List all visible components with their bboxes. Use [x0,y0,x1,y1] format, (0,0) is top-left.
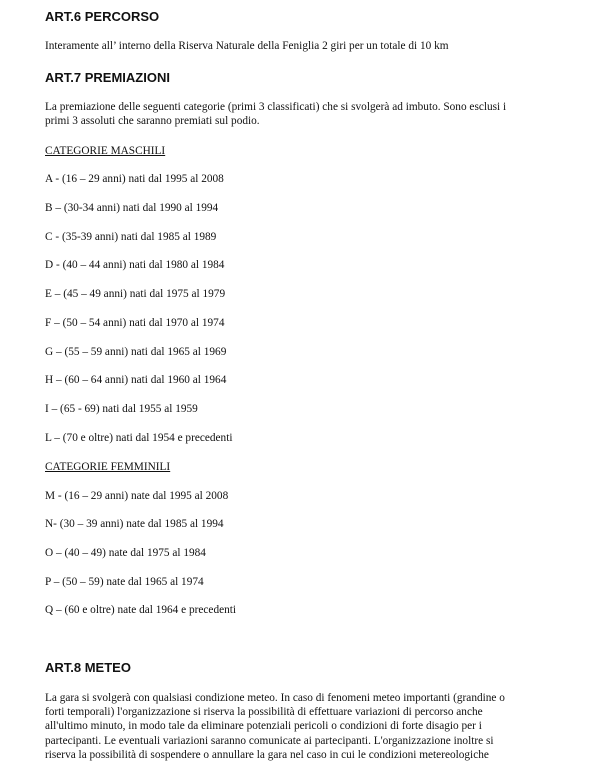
art8-line: La gara si svolgerà con qualsiasi condizione meteo. In caso di fenomeni meteo importanti (grandine o [45,692,505,704]
art7-intro-line: La premiazione delle seguenti categorie (primi 3 classificati) che si svolgerà ad imbuto. Sono esclusi i [45,101,507,113]
female-category-n: N- (30 – 39 anni) nate dal 1985 al 1994 [45,518,224,530]
art8-line: all'ultimo minuto, in modo tale da eliminare potenziali pericoli o condizioni di forte disagio per i [45,720,482,733]
male-category-i: I – (65 - 69) nati dal 1955 al 1959 [45,403,198,415]
male-category-h: H – (60 – 64 anni) nati dal 1960 al 1964 [45,374,227,386]
art8-line: riserva la possibilità di sospendere o annullare la gara nel caso in cui le condizioni metereologiche [45,748,489,761]
male-category-f: F – (50 – 54 anni) nati dal 1970 al 1974 [45,317,225,329]
male-category-g: G – (55 – 59 anni) nati dal 1965 al 1969 [45,346,227,358]
art8-heading: ART.8 METEO [45,660,131,675]
male-category-b: B – (30-34 anni) nati dal 1990 al 1994 [45,202,219,214]
female-category-p: P – (50 – 59) nate dal 1965 al 1974 [45,576,204,588]
female-categories-title: CATEGORIE FEMMINILI [45,461,171,473]
female-category-m: M - (16 – 29 anni) nate dal 1995 al 2008 [45,490,229,502]
male-category-a: A - (16 – 29 anni) nati dal 1995 al 2008 [45,173,224,185]
art7-intro [45,100,550,128]
art6-text: Interamente all’ interno della Riserva Naturale della Feniglia 2 giri per un totale di 10 km [45,40,449,52]
male-category-c: C - (35-39 anni) nati dal 1985 al 1989 [45,231,217,243]
art8-line: forti temporali) l'organizzazione si riserva la possibilità di effettuare variazioni di percorso anche [45,706,483,719]
male-category-e: E – (45 – 49 anni) nati dal 1975 al 1979 [45,288,226,300]
female-category-o: O – (40 – 49) nate dal 1975 al 1984 [45,547,206,559]
female-category-q: Q – (60 e oltre) nate dal 1964 e precedenti [45,604,237,616]
art7-heading: ART.7 PREMIAZIONI [45,70,170,85]
art7-intro-line: primi 3 assoluti che saranno premiati sul podio. [45,115,260,128]
male-categories-title: CATEGORIE MASCHILI [45,145,166,157]
male-category-l: L – (70 e oltre) nati dal 1954 e precedenti [45,432,233,444]
male-category-d: D - (40 – 44 anni) nati dal 1980 al 1984 [45,259,225,271]
art6-heading: ART.6 PERCORSO [45,9,160,24]
art8-paragraph [45,691,550,762]
art8-line: partecipanti. Le eventuali variazioni saranno comunicate ai partecipanti. L'organizzazione inoltre si [45,734,494,747]
